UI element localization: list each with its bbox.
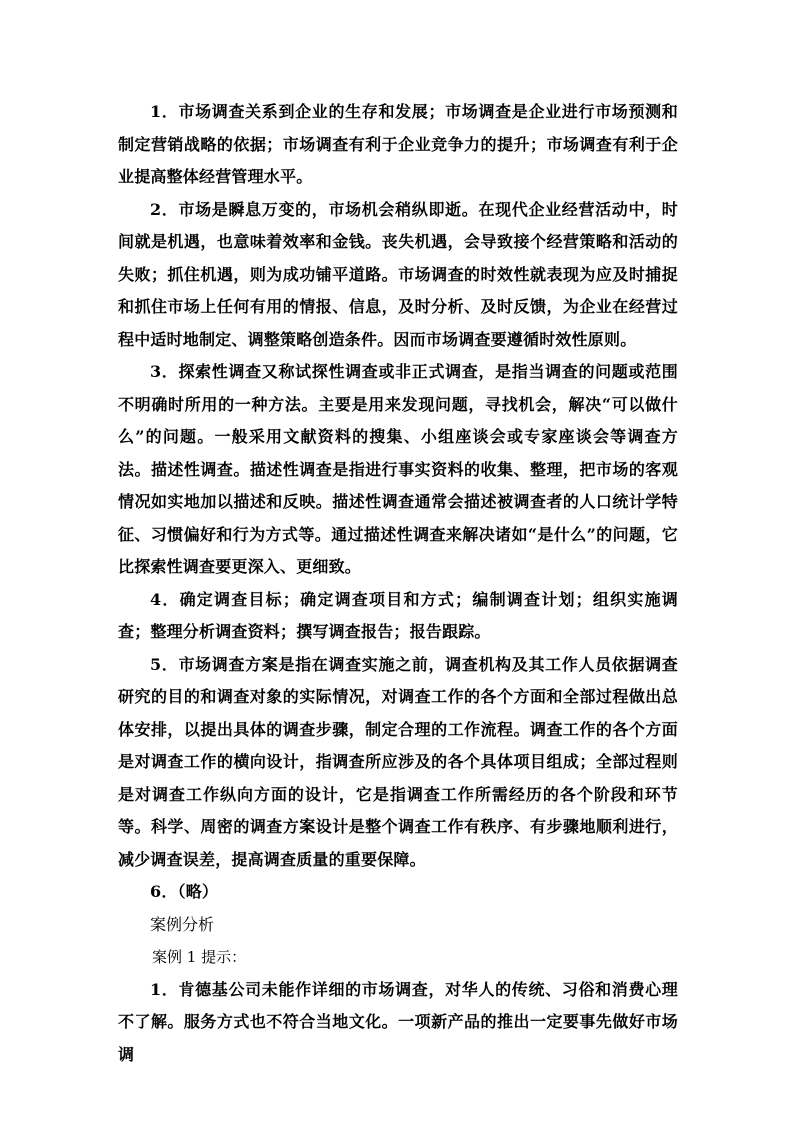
answer-paragraph-3: 3．探索性调查又称试探性调查或非正式调查，是指当调查的问题或范围不明确时所用的一种方法。主要是用来发现问题，寻找机会，解决“可以做什么”的问题。一般采用文献资料的搜集、小组座谈会或专家座谈会等调查方法。描述性调查。描述性调查是指进行事实资料的收集、整理，把市场的客观情况如实地加以描述和反映。描述性调查通常会描述被调查者的人口统计学特征、习惯偏好和行为方式等。通过描述性调查来解决诸如“是什么”的问题，它比探索性调查要更深入、更细致。 [118, 362, 678, 576]
answer-paragraph-4: 4．确定调查目标；确定调查项目和方式；编制调查计划；组织实施调查；整理分析调查资料；撰写调查报告；报告跟踪。 [118, 589, 678, 641]
case-1-paragraph-1: 1．肯德基公司未能作详细的市场调查，对华人的传统、习俗和消费心理不了解。服务方式也不符合当地文化。一项新产品的推出一定要事先做好市场调 [118, 979, 678, 1064]
answer-paragraph-5: 5．市场调查方案是指在调查实施之前，调查机构及其工作人员依据调查研究的目的和调查对象的实际情况，对调查工作的各个方面和全部过程做出总体安排，以提出具体的调查步骤，制定合理的工作流程。调查工作的各个方面是对调查工作的横向设计，指调查所应涉及的各个具体项目组成；全部过程则是对调查工作纵向方面的设计，它是指调查工作所需经历的各个阶段和环节等。科学、周密的调查方案设计是整个调查工作有秩序、有步骤地顺利进行，减少调查误差，提高调查质量的重要保障。 [118, 654, 678, 869]
answer-paragraph-1: 1．市场调查关系到企业的生存和发展；市场调查是企业进行市场预测和制定营销战略的依据；市场调查有利于企业竞争力的提升；市场调查有利于企业提高整体经营管理水平。 [118, 102, 678, 186]
case-1-heading: 案例 1 提示： [152, 948, 247, 966]
answer-paragraph-2: 2．市场是瞬息万变的，市场机会稍纵即逝。在现代企业经营活动中，时间就是机遇，也意味着效率和金钱。丧失机遇，会导致接个经营策略和活动的失败；抓住机遇，则为成功铺平道路。市场调查的时效性就表现为应及时捕捉和抓住市场上任何有用的情报、信息，及时分析、及时反馈，为企业在经营过程中适时地制定、调整策略创造条件。因而市场调查要遵循时效性原则。 [118, 199, 678, 349]
document-body [118, 96, 678, 1071]
section-heading-case-analysis: 案例分析 [150, 914, 215, 934]
answer-paragraph-6: 6．（略） [150, 882, 219, 901]
